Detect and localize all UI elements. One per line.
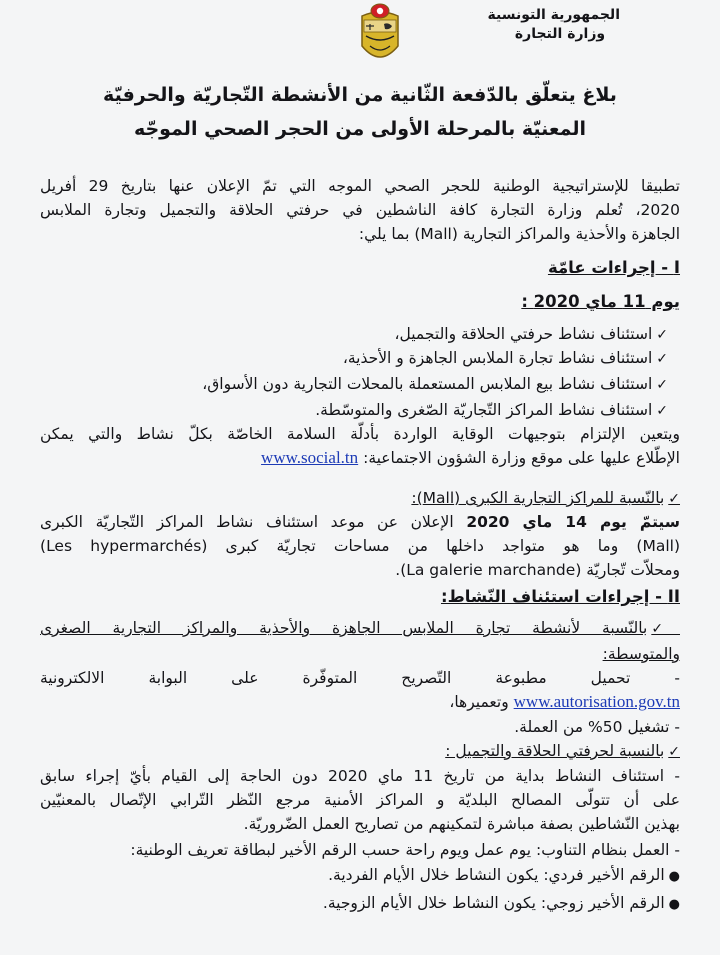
hairdressing-line-1: - استئناف النشاط بداية من تاريخ 11 ماي 2020 دون الحاجة إلى القيام بأيّ إجراء سابق [40, 767, 680, 785]
mall-line-3: ومحلاّت تّجاريّة (La galerie marchande). [395, 561, 680, 579]
hairdressing-line-3: بهذين النّشاطين بصفة مباشرة لتمكينهم من تصاريح العمل الضّروريّة. [243, 815, 680, 833]
bullet-dot-icon: ● [668, 869, 680, 884]
check-icon: ✓ [668, 491, 680, 507]
section-1-heading: I - إجراءات عامّة [547, 258, 680, 277]
hairdressing-line-2: على أن تتولّى المصالح البلديّة و المراكز الأمنية مرجع النّظر التّرابي الإتّصال بالمعنيّين [40, 791, 680, 809]
list-item: ✓استئناف نشاط بيع الملابس المستعملة بالمحلات التجارية دون الأسواق، [202, 375, 668, 393]
clothing-subheading-line-2: والمتوسطة: [602, 645, 680, 663]
even-digit-line: ●الرقم الأخير زوجي: يكون النشاط خلال الأيام الزوجية. [322, 894, 680, 912]
republic-label: الجمهورية التونسية [487, 7, 620, 23]
check-icon: ✓ [656, 351, 668, 367]
social-site-link[interactable]: www.social.tn [261, 448, 359, 467]
intro-line-1: تطبيقا للإستراتيجية الوطنية للحجر الصحي الموجه التي تمّ الإعلان عنها بتاريخ 29 أفريل [40, 177, 680, 195]
ministry-label: وزارة التجارة [514, 26, 606, 42]
check-icon: ✓ [656, 403, 668, 419]
workforce-line: - تشغيل 50% من العملة. [514, 718, 680, 736]
tunisia-coat-of-arms-icon [352, 2, 408, 72]
check-icon: ✓ [656, 327, 668, 343]
download-link-line: www.autorisation.gov.tn وتعميرها، [449, 692, 680, 711]
list-item: ✓استئناف نشاط تجارة الملابس الجاهزة و الأحذية، [342, 349, 668, 367]
download-form-line: - تحميل مطبوعة التّصريح المتوفّرة على البوابة الالكترونية [40, 669, 680, 687]
intro-line-3: الجاهزة والأحذية والمراكز التجارية (Mall) بما يلي: [358, 225, 680, 243]
mall-line-2: (Mall) وما هو متواجد داخلها من مساحات تجاريّة كبرى (Les hypermarchés) [40, 537, 681, 555]
safety-note-line-1: ويتعين الإلتزام بتوجيهات الوقاية الواردة بأدلّة السلامة الخاصّة بكلّ نشاط والتي يمكن [40, 425, 680, 443]
authorisation-portal-link[interactable]: www.autorisation.gov.tn [513, 692, 680, 711]
section-2-heading: II - إجراءات استئناف النّشاط: [440, 587, 680, 606]
hairdressing-subheading: ✓بالنسبة لحرفتي الحلاقة والتجميل : [445, 742, 680, 760]
check-icon: ✓ [651, 621, 680, 637]
document-title-line-2: المعنيّة بالمرحلة الأولى من الحجر الصحي الموجّه [133, 118, 587, 140]
check-icon: ✓ [656, 377, 668, 393]
clothing-subheading-line-1: ✓بالنّسبة لأنشطة تجارة الملابس الجاهزة والأحذية والمراكز التجارية الصغرى [40, 619, 680, 637]
rotation-line: - العمل بنظام التناوب: يوم عمل ويوم راحة حسب الرقم الأخير لبطاقة تعريف الوطنية: [130, 841, 680, 859]
intro-line-2: 2020، تُعلم وزارة التجارة كافة الناشطين في حرفتي الحلاقة والتجميل وتجارة الملابس [40, 201, 680, 219]
list-item: ✓استئناف نشاط المراكز التّجاريّة الصّغرى والمتوسّطة. [315, 401, 668, 419]
safety-note-line-2: الإطّلاع عليها على موقع وزارة الشؤون الاجتماعية: www.social.tn [261, 448, 680, 467]
issuer-block [487, 6, 620, 44]
list-item: ✓استئناف نشاط حرفتي الحلاقة والتجميل، [394, 325, 668, 343]
document-title-line-1: بلاغ يتعلّق بالدّفعة الثّانية من الأنشطة التّجاريّة والحرفيّة [103, 84, 617, 106]
section-1-date: يوم 11 ماي 2020 : [521, 292, 680, 311]
odd-digit-line: ●الرقم الأخير فردي: يكون النشاط خلال الأيام الفردية. [328, 866, 680, 884]
mall-line-1: سيتمّ يوم 14 ماي 2020 الإعلان عن موعد استئناف نشاط المراكز التّجاريّة الكبرى [40, 513, 680, 531]
mall-subheading: ✓بالنّسبة للمراكز التجارية الكبرى (Mall): [411, 489, 680, 507]
check-icon: ✓ [668, 744, 680, 760]
bullet-dot-icon: ● [668, 897, 680, 912]
